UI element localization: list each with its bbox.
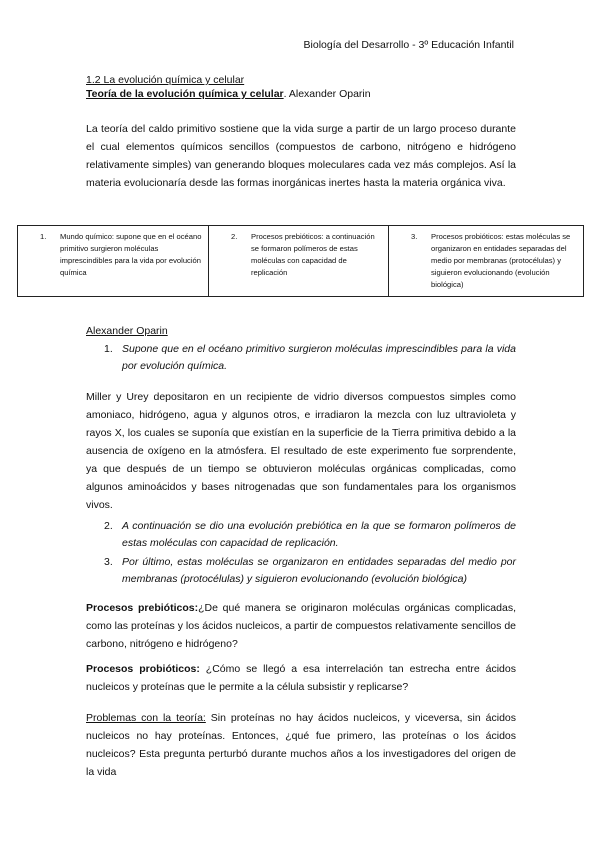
table-cell-number: 1. — [40, 232, 47, 241]
table-cell-text: Procesos prebióticos: a continuación se formaron polímeros de estas moléculas con capacidad de replicación — [251, 232, 375, 277]
list-item-text: Supone que en el océano primitivo surgieron moléculas imprescindibles para la vida por evolución química. — [122, 343, 516, 372]
intro-paragraph-block — [86, 120, 516, 192]
table-cell-mundo-quimico — [18, 226, 208, 296]
list-item-text: Por último, estas moléculas se organizaron en entidades separadas del medio por membranas (protocélulas) y siguieron evolucionando (evolución biológica) — [122, 556, 516, 585]
miller-urey-paragraph: Miller y Urey depositaron en un recipiente de vidrio diversos compuestos simples como amoniaco, hidrógeno, agua y algunos otros, e irradiaron la mezcla con luz ultravioleta y rayos X, los cuales se suponía que existían en la superficie de la Tierra primitiva debido a la ausencia de oxígeno en la atmósfera. El resultado de este experimento fue sorprendente, ya que después de un tiempo se obtuvieron moléculas orgánicas complicadas, como algunos aminoácidos y bases nitrogenadas que son fundamentales para los organismos vivos. — [86, 391, 516, 511]
probioticos-label: Procesos probióticos: — [86, 663, 200, 675]
oparin-list-2 — [86, 518, 516, 588]
problemas-text: Sin proteínas no hay ácidos nucleicos, y viceversa, sin ácidos nucleicos no hay proteínas. Entonces, ¿qué fue primero, las proteínas o los ácidos nucleicos? Esta pregunta perturbó durante muchos años a los investigadores del origen de la vida — [86, 712, 516, 778]
table-cell-probioticos — [388, 226, 583, 296]
theory-author: . Alexander Oparin — [283, 88, 371, 100]
section-number-title: 1.2 La evolución química y celular — [86, 74, 245, 86]
theory-title-row — [86, 87, 516, 102]
list-item — [86, 554, 516, 588]
prebioticos-paragraph — [86, 599, 516, 653]
oparin-heading: Alexander Oparin — [86, 325, 168, 337]
table-cell-text: Procesos probióticos: estas moléculas se organizaron en entidades separadas del medio por membranas (protocélulas) y siguieron evolucionando (evolución biológica) — [431, 232, 571, 289]
table-cell-text: Mundo químico: supone que en el océano primitivo surgieron moléculas imprescindibles para la vida por evolución química — [60, 232, 202, 277]
table-cell-number: 3. — [411, 232, 418, 241]
list-item-number: 1. — [104, 343, 113, 355]
list-item — [86, 341, 516, 375]
table-cell-prebioticos — [208, 226, 388, 296]
problemas-block — [86, 709, 516, 781]
section-heading — [86, 73, 516, 102]
page-header: Biología del Desarrollo - 3º Educación Infantil — [303, 39, 514, 51]
table-cell-number: 2. — [231, 232, 238, 241]
list-item-text: A continuación se dio una evolución prebiótica en la que se formaron polímeros de estas moléculas con capacidad de replicación. — [122, 520, 516, 549]
probioticos-text: ¿Cómo se llegó a esa interrelación tan estrecha entre ácidos nucleicos y proteínas que le permite a la célula subsistir y replicarse? — [86, 663, 516, 693]
miller-urey-block — [86, 388, 516, 514]
intro-paragraph: La teoría del caldo primitivo sostiene que la vida surge a partir de un largo proceso durante el cual elementos químicos sencillos (compuestos de carbono, nitrógeno e hidrógeno relativamente simples) van generando bloques moleculares cada vez más complejos. Así la materia evolucionaría desde las formas inorgánicas inertes hasta la materia orgánica viva. — [86, 123, 516, 189]
problemas-label: Problemas con la teoría: — [86, 712, 206, 724]
list-item — [86, 518, 516, 552]
theory-title: Teoría de la evolución química y celular — [86, 88, 284, 100]
probioticos-paragraph — [86, 660, 516, 696]
problemas-paragraph — [86, 709, 516, 781]
oparin-section — [86, 325, 516, 375]
probioticos-block — [86, 660, 516, 696]
oparin-list-1 — [86, 341, 516, 375]
prebioticos-block — [86, 599, 516, 653]
stages-table — [17, 225, 584, 297]
list-item-number: 2. — [104, 520, 113, 532]
oparin-list-2-block — [86, 518, 516, 588]
list-item-number: 3. — [104, 556, 113, 568]
prebioticos-label: Procesos prebióticos: — [86, 602, 199, 614]
prebioticos-text: ¿De qué manera se originaron moléculas orgánicas complicadas, como las proteínas y los ácidos nucleicos, a partir de compuestos relativamente sencillos de carbono, nitrógeno e hidrógeno? — [86, 602, 516, 650]
